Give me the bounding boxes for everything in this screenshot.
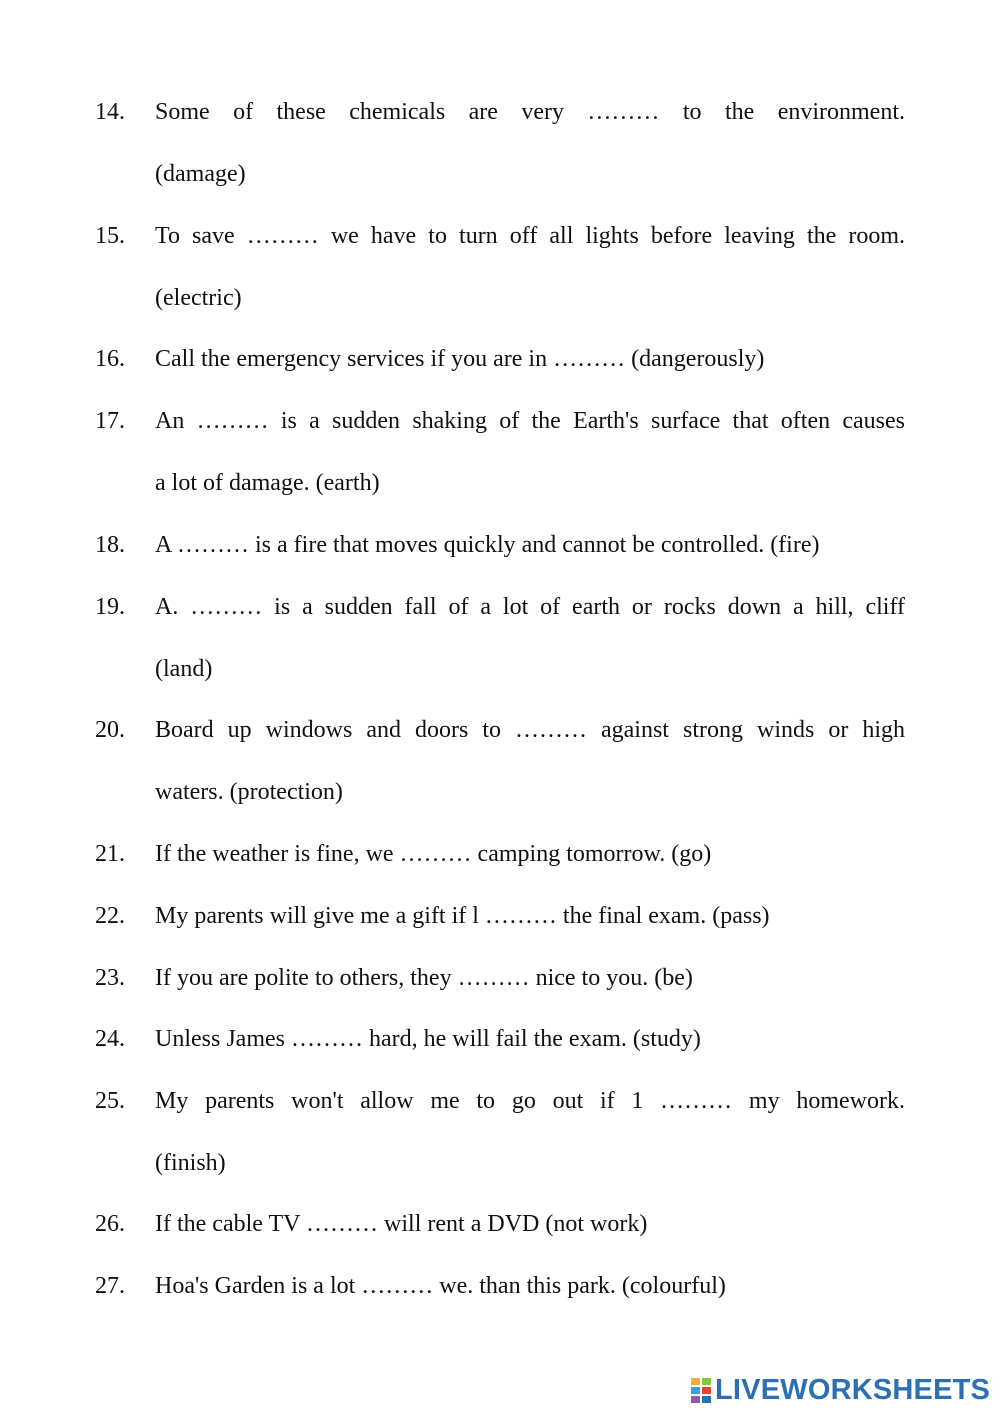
question-number: 18. [95,532,125,558]
question-number: 25. [95,1088,125,1114]
liveworksheets-logo[interactable] [690,1372,990,1408]
question-hint: (land) [155,656,213,682]
question-text: If you are polite to others, they ……… nice to you. (be) [155,965,693,991]
question-text: If the cable TV ……… will rent a DVD (not work) [155,1211,648,1237]
question-number: 15. [95,223,125,249]
question-text: A. ……… is a sudden fall of a lot of earth or rocks down a hill, cliff [155,594,905,620]
question-number: 23. [95,965,125,991]
brand-name: LIVEWORKSHEETS [715,1373,991,1406]
question-hint: (electric) [155,285,242,311]
question-text: If the weather is fine, we ……… camping tomorrow. (go) [155,841,712,867]
question-hint: (damage) [155,161,246,187]
question-text: My parents won't allow me to go out if 1 ……… my homework. [155,1088,905,1114]
question-text: An ……… is a sudden shaking of the Earth's surface that often causes [155,408,905,434]
question-number: 20. [95,717,125,743]
question-text: Hoa's Garden is a lot ……… we. than this park. (colourful) [155,1273,726,1299]
question-number: 14. [95,99,125,125]
question-number: 22. [95,903,125,929]
liveworksheets-logo-icon [690,1376,712,1404]
question-number: 27. [95,1273,125,1299]
question-number: 26. [95,1211,125,1237]
question-text: A ……… is a fire that moves quickly and cannot be controlled. (fire) [155,532,820,558]
question-number: 24. [95,1026,125,1052]
question-hint: (finish) [155,1150,226,1176]
question-number: 16. [95,346,125,372]
question-text: Some of these chemicals are very ……… to the environment. [155,99,905,125]
question-number: 19. [95,594,125,620]
question-text: Call the emergency services if you are in ……… (dangerously) [155,346,765,372]
question-number: 21. [95,841,125,867]
question-number: 17. [95,408,125,434]
question-text: Board up windows and doors to ……… against strong winds or high [155,717,905,743]
question-hint: waters. (protection) [155,779,343,805]
question-text: To save ……… we have to turn off all lights before leaving the room. [155,223,905,249]
question-hint: a lot of damage. (earth) [155,470,380,496]
question-text: Unless James ……… hard, he will fail the exam. (study) [155,1026,701,1052]
question-text: My parents will give me a gift if l ……… the final exam. (pass) [155,903,770,929]
